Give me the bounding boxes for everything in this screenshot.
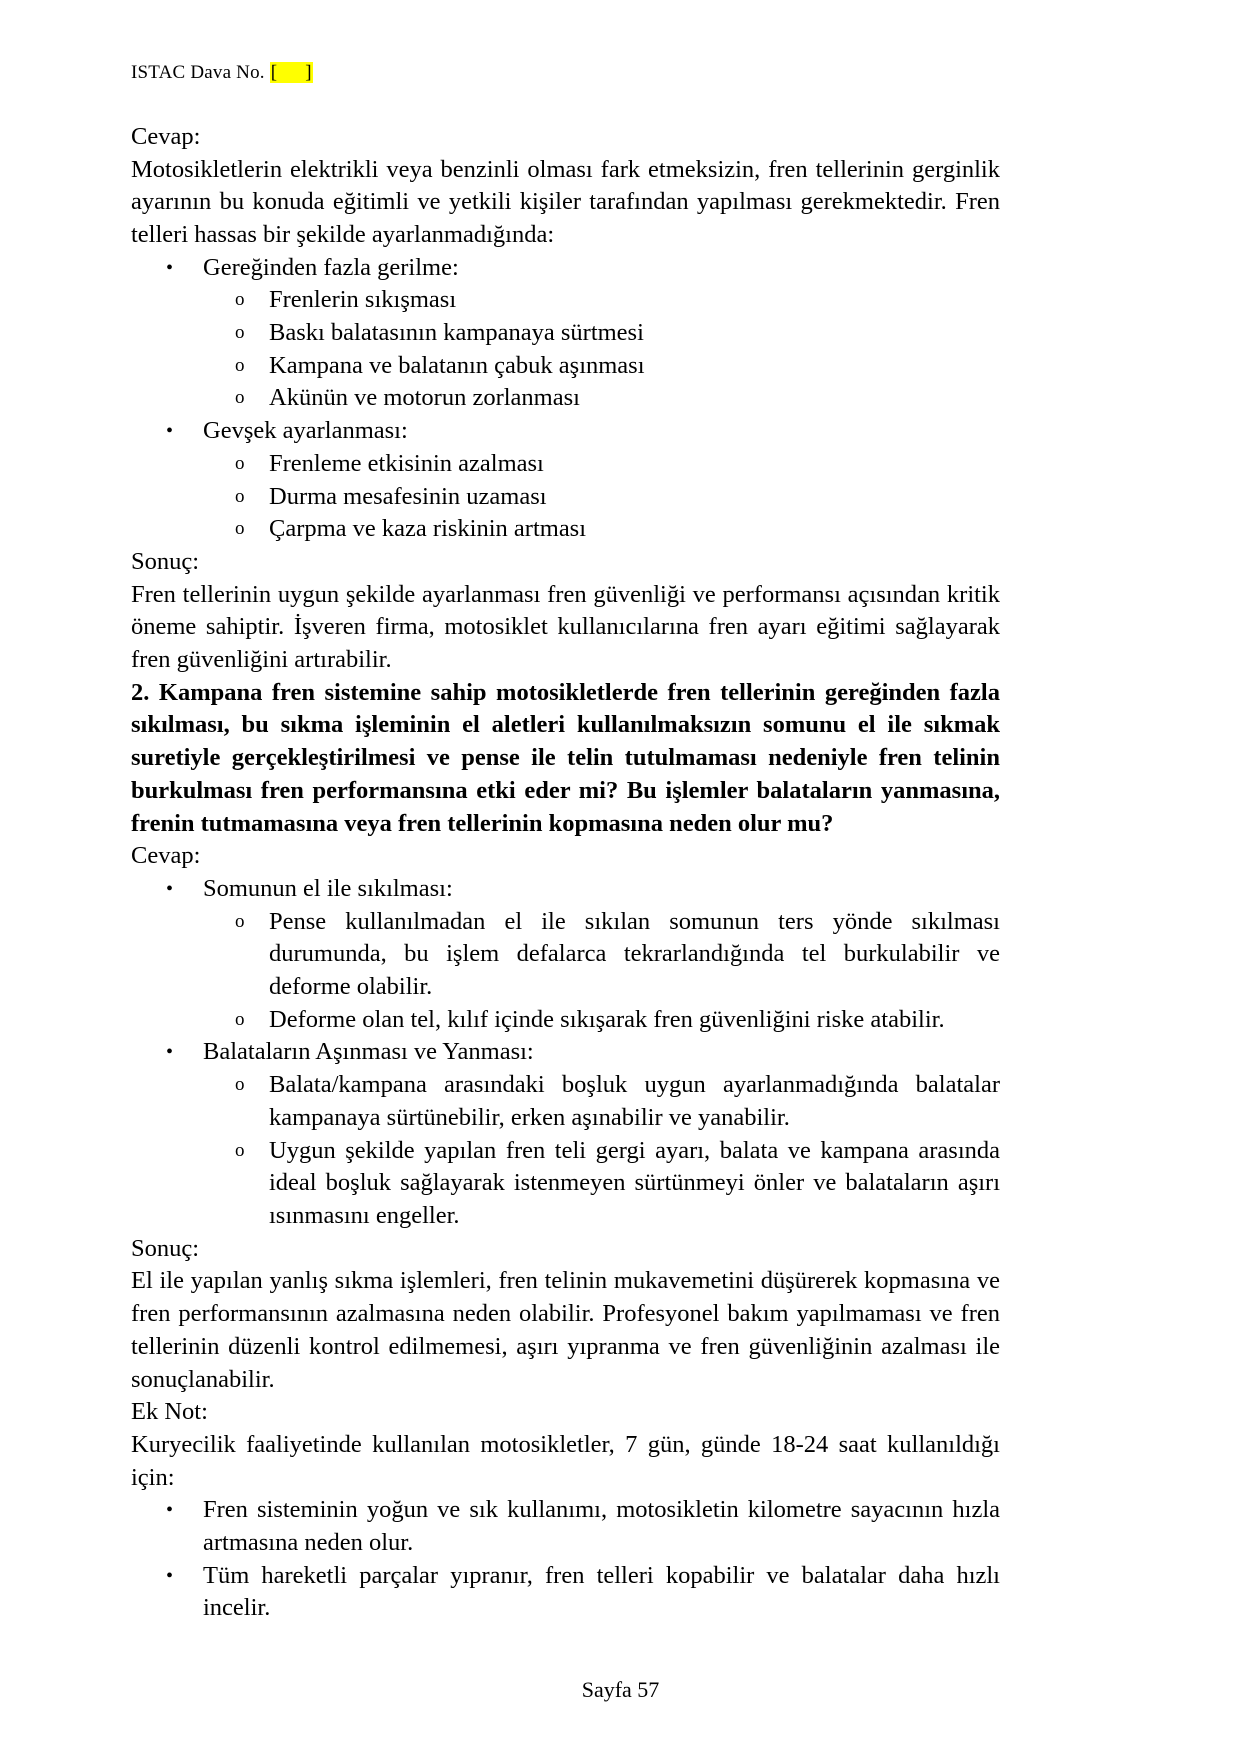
list-item	[203, 284, 1000, 317]
list-item-label: Gevşek ayarlanması:	[203, 417, 408, 445]
answer-label-2: Cevap:	[131, 842, 201, 870]
bullet-icon: •	[166, 1564, 174, 1587]
circle-bullet-icon: o	[235, 452, 245, 474]
list-item-label: Kampana ve balatanın çabuk aşınması	[269, 351, 645, 379]
bracket-open: [	[270, 62, 278, 83]
list-item	[203, 448, 1000, 481]
conclusion-label-1: Sonuç:	[131, 547, 200, 575]
bullet-icon: •	[166, 256, 174, 279]
list-item	[203, 481, 1000, 514]
note-label: Ek Not:	[131, 1398, 208, 1426]
list-item	[203, 906, 1000, 1004]
list-item-label: Somunun el ile sıkılması:	[203, 874, 453, 902]
case-number-label: ISTAC Dava No.	[131, 62, 265, 83]
list-item	[203, 1004, 1000, 1037]
bullet-icon: •	[166, 1041, 174, 1064]
list-item-label: Tüm hareketli parçalar yıpranır, fren telleri kopabilir ve balatalar daha hızlı incelir.	[203, 1561, 1000, 1622]
bullet-icon: •	[166, 877, 174, 900]
list-item	[131, 1494, 1000, 1559]
list-item-label: Frenlerin sıkışması	[269, 286, 457, 314]
list-item-label: Durma mesafesinin uzaması	[269, 482, 547, 510]
list-item	[203, 1069, 1000, 1134]
list-item-label: Deforme olan tel, kılıf içinde sıkışarak fren güvenliğini riske atabilir.	[269, 1005, 945, 1033]
bullet-icon: •	[166, 1499, 174, 1522]
list-item-label: Fren sisteminin yoğun ve sık kullanımı, motosikletin kilometre sayacının hızla artmasına neden olur.	[203, 1496, 1000, 1557]
sub-list	[203, 284, 1000, 415]
bracket-close: ]	[305, 62, 312, 83]
sub-list	[203, 906, 1000, 1037]
list-item	[131, 873, 1000, 1037]
list-1	[131, 252, 1000, 546]
list-item-label: Gereğinden fazla gerilme:	[203, 253, 459, 281]
list-item-label: Baskı balatasının kampanaya sürtmesi	[269, 319, 644, 347]
circle-bullet-icon: o	[235, 1139, 245, 1161]
circle-bullet-icon: o	[235, 322, 245, 344]
circle-bullet-icon: o	[235, 1074, 245, 1096]
page-number: Sayfa 57	[581, 1677, 660, 1702]
list-item-label: Pense kullanılmadan el ile sıkılan somunun ters yönde sıkılması durumunda, bu işlem defalarca tekrarlandığında tel burkulabilir ve deforme olabilir.	[269, 907, 1000, 1001]
sub-list	[203, 448, 1000, 546]
case-number-highlight	[270, 62, 313, 83]
circle-bullet-icon: o	[235, 910, 245, 932]
list-item	[203, 1135, 1000, 1233]
list-item	[131, 1560, 1000, 1625]
list-item-label: Uygun şekilde yapılan fren teli gergi ayarı, balata ve kampana arasında ideal boşluk sağlayarak istenmeyen sürtünmeyi önler ve balataların aşırı ısınmasını engeller.	[269, 1136, 1000, 1229]
list-2	[131, 873, 1000, 1233]
list-item	[203, 382, 1000, 415]
conclusion-label-2: Sonuç:	[131, 1234, 200, 1262]
answer-paragraph-1: Motosikletlerin elektrikli veya benzinli olması fark etmeksizin, fren tellerinin gerginlik ayarının bu konuda eğitimli ve yetkili kişiler tarafından yapılması gerekmektedir. Fren telleri hassas bir şekilde ayarlanmadığında:	[131, 155, 1000, 248]
list-item-label: Balata/kampana arasındaki boşluk uygun ayarlanmadığında balatalar kampanaya sürtünebilir, erken aşınabilir ve yanabilir.	[269, 1071, 1000, 1131]
circle-bullet-icon: o	[235, 485, 245, 507]
list-3	[131, 1494, 1000, 1625]
answer-label-1: Cevap:	[131, 122, 201, 150]
document-header	[131, 0, 1000, 85]
conclusion-paragraph-2: El ile yapılan yanlış sıkma işlemleri, fren telinin mukavemetini düşürerek kopmasına ve fren performansının azalmasına neden olabilir. Profesyonel bakım yapılmaması ve fren tellerinin düzenli kontrol edilmemesi, aşırı yıpranma ve fren güvenliğinin azalması ile sonuçlanabilir.	[131, 1267, 1000, 1393]
list-item-label: Akünün ve motorun zorlanması	[269, 384, 580, 412]
document-body	[131, 121, 1000, 1625]
circle-bullet-icon: o	[235, 1008, 245, 1030]
list-item-label: Çarpma ve kaza riskinin artması	[269, 515, 587, 543]
page-content-area	[131, 0, 1000, 1625]
sub-list	[203, 1069, 1000, 1233]
circle-bullet-icon: o	[235, 289, 245, 311]
list-item	[131, 252, 1000, 416]
list-item	[131, 1036, 1000, 1232]
list-item-label: Frenleme etkisinin azalması	[269, 449, 544, 477]
circle-bullet-icon: o	[235, 354, 245, 376]
question-2: 2. Kampana fren sistemine sahip motosikletlerde fren tellerinin gereğinden fazla sıkılması, bu sıkma işleminin el aletleri kullanılmaksızın somunu el ile sıkmak suretiyle gerçekleştirilmesi ve pense ile telin tutulmaması nedeniyle fren telinin burkulması fren performansına etki eder mi? Bu işlemler balataların yanmasına, frenin tutmamasına veya fren tellerinin kopmasına neden olur mu?	[131, 678, 1000, 837]
note-paragraph: Kuryecilik faaliyetinde kullanılan motosikletler, 7 gün, günde 18-24 saat kullanıldığı için:	[131, 1430, 1000, 1491]
bullet-icon: •	[166, 420, 174, 443]
list-item	[203, 513, 1000, 546]
list-item	[203, 350, 1000, 383]
circle-bullet-icon: o	[235, 387, 245, 409]
conclusion-paragraph-1: Fren tellerinin uygun şekilde ayarlanması fren güvenliği ve performansı açısından kritik öneme sahiptir. İşveren firma, motosiklet kullanıcılarına fren ayarı eğitimi sağlayarak fren güvenliğini artırabilir.	[131, 580, 1000, 674]
list-item-label: Balataların Aşınması ve Yanması:	[203, 1038, 534, 1066]
list-item	[203, 317, 1000, 350]
list-item	[131, 415, 1000, 546]
circle-bullet-icon: o	[235, 518, 245, 540]
page-footer	[0, 1677, 1241, 1703]
